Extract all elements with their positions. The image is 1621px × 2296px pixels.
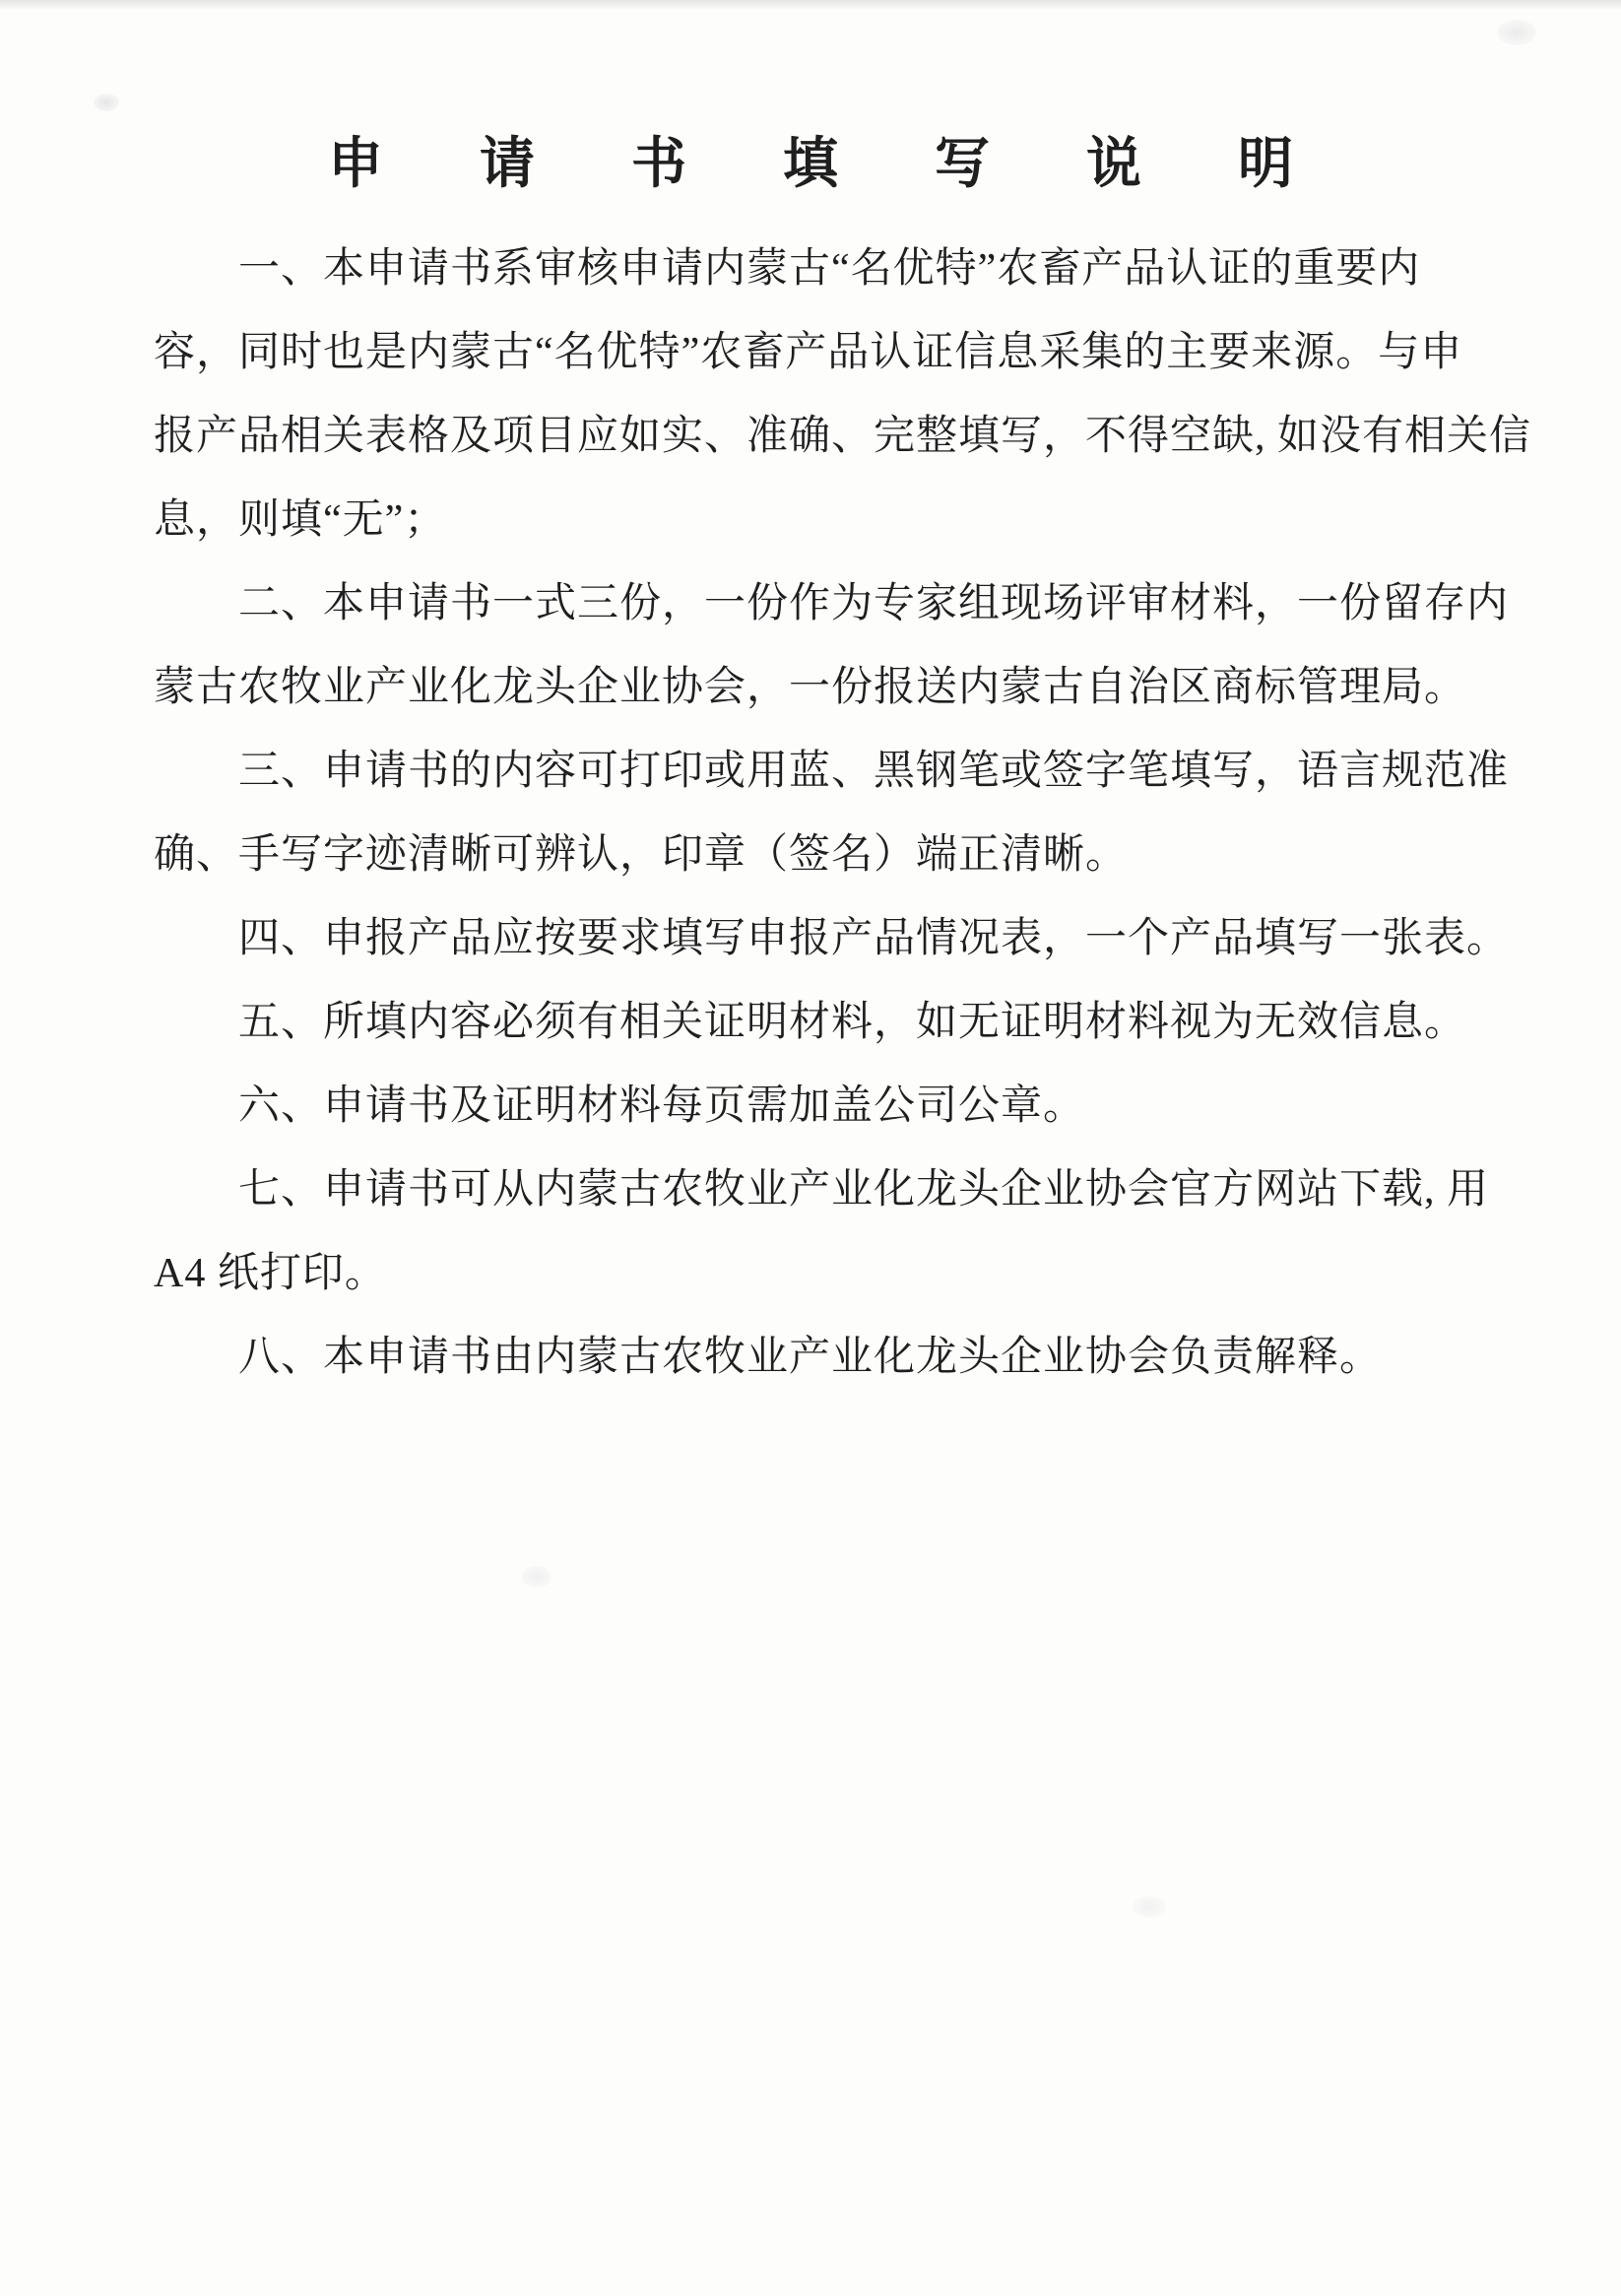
scan-edge-artifact — [0, 0, 1621, 10]
text-line: 息，则填“无”； — [154, 496, 447, 543]
document-body — [154, 195, 1532, 1395]
page-title: 申 请 书 填 写 说 明 — [328, 134, 1334, 195]
text-line: 容，同时也是内蒙古“名优特”农畜产品认证信息采集的主要来源。与申 — [154, 329, 1463, 375]
text-line: 一、本申请书系审核申请内蒙古“名优特”农畜产品认证的重要内 — [238, 245, 1421, 292]
scan-smudge — [1133, 1896, 1166, 1918]
text-line: 五、所填内容必须有相关证明材料，如无证明材料视为无效信息。 — [238, 999, 1467, 1045]
text-line: 二、本申请书一式三份，一份作为专家组现场评审材料，一份留存内 — [238, 580, 1510, 626]
text-line: 七、申请书可从内蒙古农牧业产业化龙头企业协会官方网站下载, 用 — [238, 1166, 1490, 1213]
text-line: 六、申请书及证明材料每页需加盖公司公章。 — [238, 1082, 1086, 1129]
text-line: A4 纸打印。 — [154, 1250, 387, 1296]
scan-smudge — [522, 1566, 551, 1588]
text-line: 四、申报产品应按要求填写申报产品情况表，一个产品填写一张表。 — [238, 915, 1510, 961]
text-line: 报产品相关表格及项目应如实、准确、完整填写，不得空缺, 如没有相关信 — [154, 413, 1532, 459]
text-line: 确、手写字迹清晰可辨认，印章（签名）端正清晰。 — [154, 831, 1129, 878]
text-line: 八、本申请书由内蒙古农牧业产业化龙头企业协会负责解释。 — [238, 1334, 1383, 1380]
text-line: 三、申请书的内容可打印或用蓝、黑钢笔或签字笔填写，语言规范准 — [238, 748, 1510, 794]
text-line: 蒙古农牧业产业化龙头企业协会，一份报送内蒙古自治区商标管理局。 — [154, 664, 1467, 710]
